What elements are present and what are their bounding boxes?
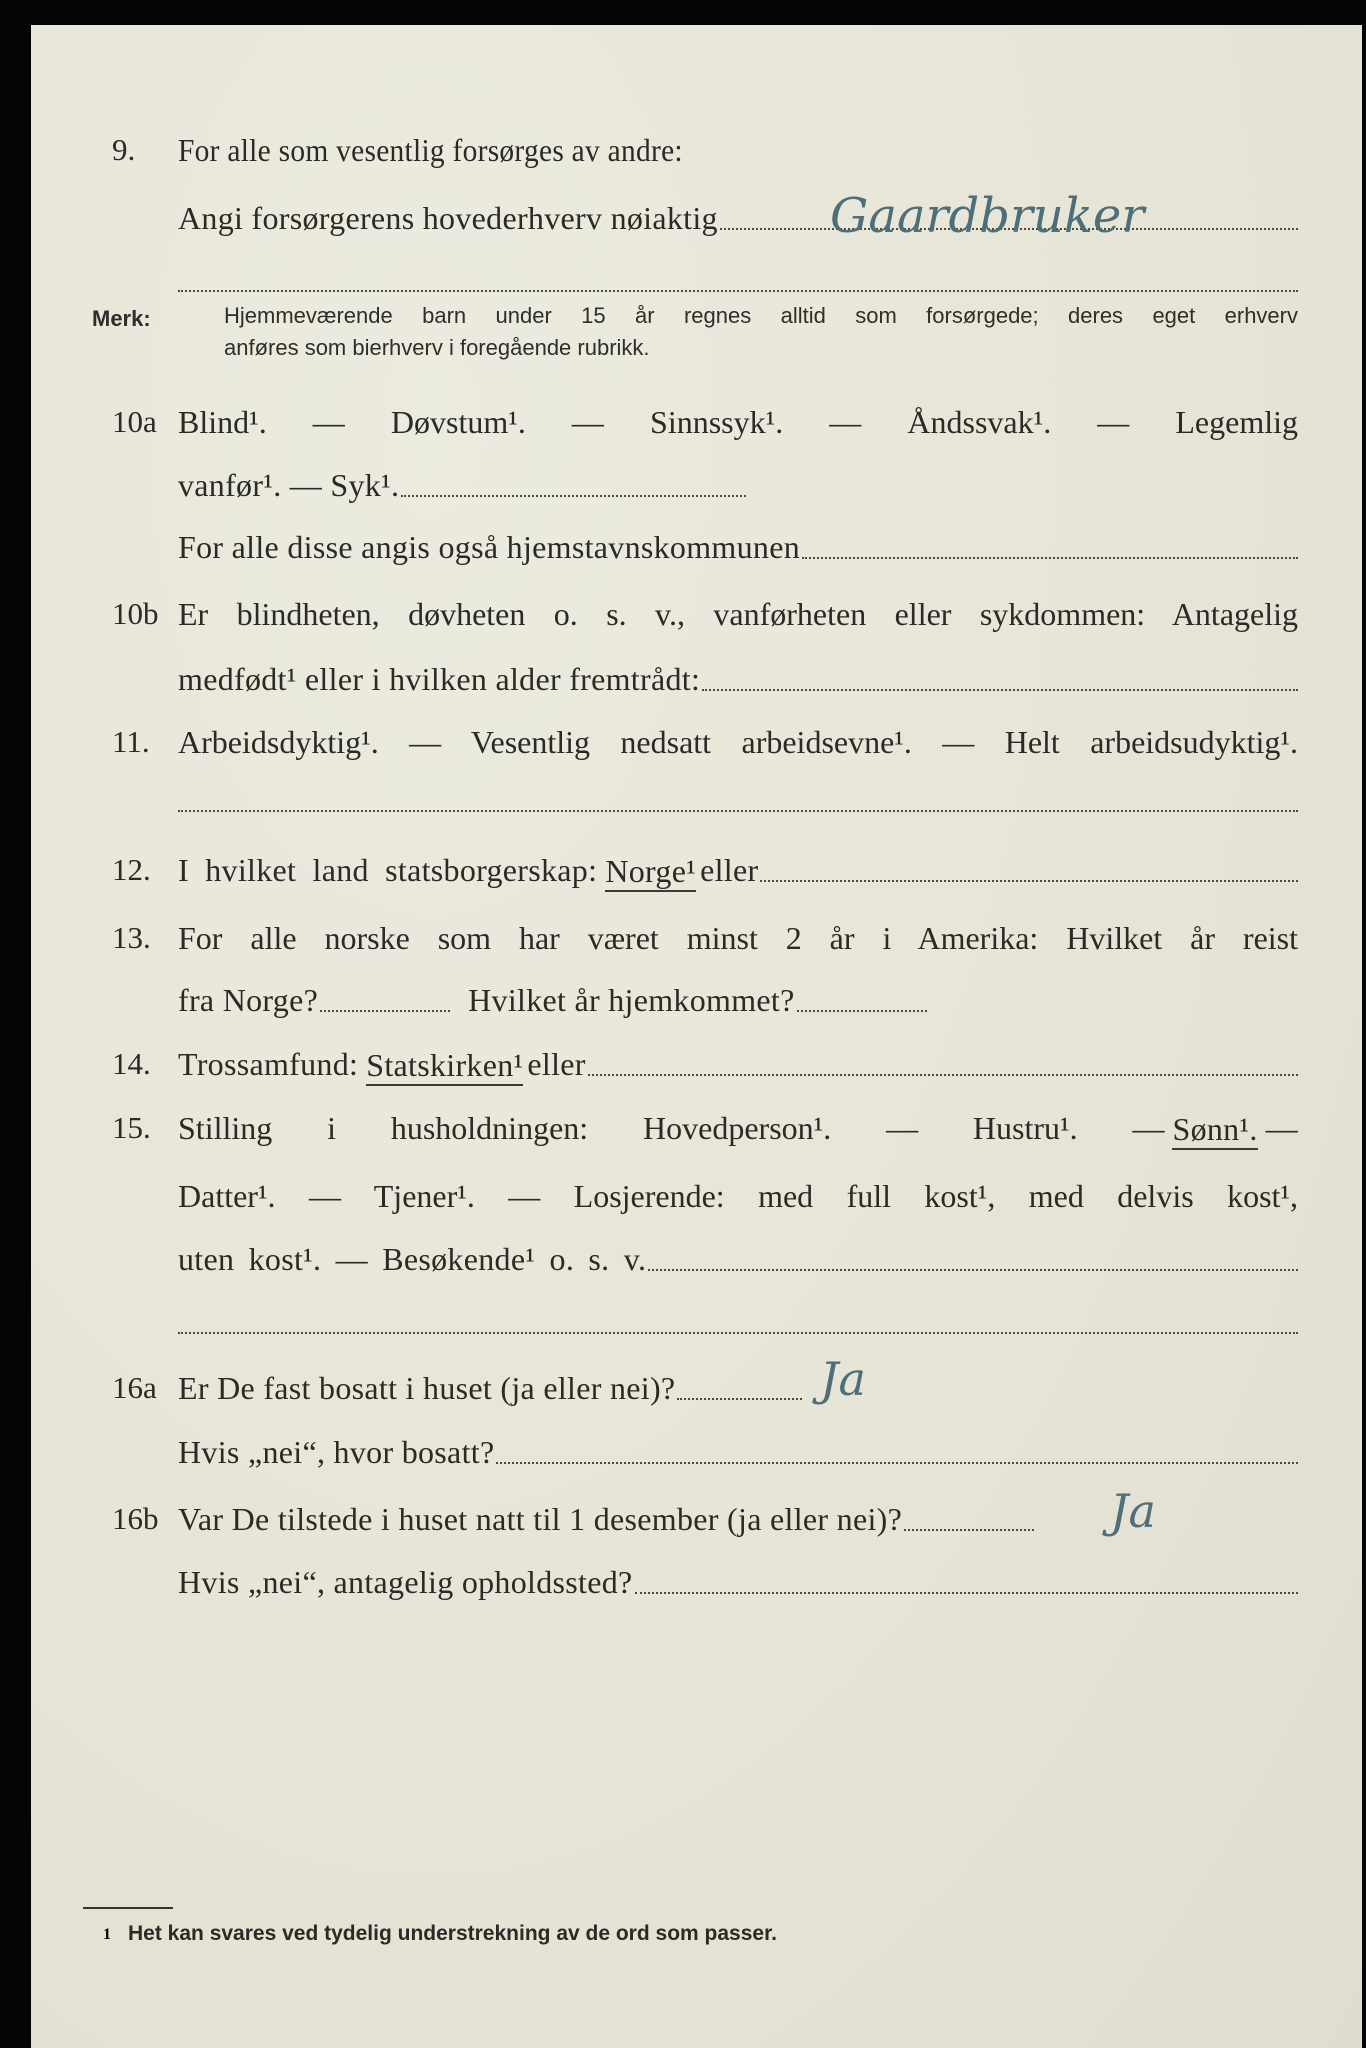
question-number: 15. bbox=[112, 1110, 151, 1145]
answer-leader bbox=[320, 1010, 450, 1012]
dotted-rule bbox=[178, 810, 1298, 812]
question-number: 9. bbox=[112, 132, 136, 167]
question-text: fra Norge? bbox=[178, 982, 319, 1018]
answer-leader bbox=[588, 1074, 1298, 1076]
question-text: Blind¹. — Døvstum¹. — Sinnssyk¹. — Åndssvak¹. — Legemlig bbox=[178, 404, 1298, 440]
handwritten-answer: Ja bbox=[1110, 1484, 1156, 1538]
dotted-rule bbox=[178, 1332, 1298, 1334]
question-16a bbox=[0, 1366, 1366, 1410]
answer-leader bbox=[702, 689, 1298, 691]
question-10b bbox=[0, 592, 1366, 636]
question-9-line2 bbox=[0, 196, 1366, 240]
question-number: 11. bbox=[112, 724, 150, 759]
footnote-rule bbox=[83, 1907, 173, 1909]
question-text: Er blindheten, døvheten o. s. v., vanførheten eller sykdommen: Antagelig bbox=[178, 596, 1298, 632]
question-number: 10a bbox=[112, 404, 157, 439]
question-text: For alle norske som har været minst 2 år i Amerika: Hvilket år reist bbox=[178, 920, 1298, 956]
merk-line: Hjemmeværende barn under 15 år regnes alltid som forsørgede; deres eget erhverv bbox=[224, 303, 1298, 328]
question-text: Arbeidsdyktig¹. — Vesentlig nedsatt arbeidsevne¹. — Helt arbeidsudyktig¹. bbox=[178, 724, 1298, 760]
question-text: Hvis „nei“, antagelig opholdssted? bbox=[178, 1564, 633, 1600]
question-text: Datter¹. — Tjener¹. — Losjerende: med full kost¹, med delvis kost¹, bbox=[178, 1178, 1298, 1214]
merk-note bbox=[224, 300, 1298, 364]
question-11 bbox=[0, 720, 1366, 764]
handwritten-answer: Gaardbruker bbox=[830, 188, 1145, 244]
question-16a-line2 bbox=[0, 1430, 1366, 1474]
question-9 bbox=[0, 128, 1366, 172]
question-text: Hvis „nei“, hvor bosatt? bbox=[178, 1434, 495, 1470]
footnote-text: Het kan svares ved tydelig understrekning av de ord som passer. bbox=[128, 1922, 777, 1945]
underlined-answer-sonn: Sønn¹. bbox=[1172, 1110, 1257, 1150]
question-text: medfødt¹ eller i hvilken alder fremtrådt: bbox=[178, 661, 701, 697]
answer-leader bbox=[648, 1269, 1298, 1271]
underlined-answer-statskirken: Statskirken¹ bbox=[366, 1046, 523, 1086]
question-14 bbox=[0, 1042, 1366, 1086]
question-10b-line2 bbox=[0, 657, 1366, 701]
question-16b bbox=[0, 1497, 1366, 1541]
answer-leader bbox=[496, 1462, 1298, 1464]
question-15-line3 bbox=[0, 1237, 1366, 1281]
footnote-mark: 1 bbox=[103, 1926, 111, 1943]
answer-leader bbox=[635, 1592, 1298, 1594]
question-13-line2 bbox=[0, 978, 1366, 1022]
question-text: Stilling i husholdningen: Hovedperson¹. — Hustru¹. — bbox=[178, 1110, 1165, 1146]
answer-leader bbox=[677, 1398, 802, 1400]
answer-leader bbox=[401, 495, 746, 497]
question-15 bbox=[0, 1106, 1366, 1150]
merk-line: anføres som bierhverv i foregående rubrikk. bbox=[224, 335, 650, 360]
answer-leader bbox=[760, 880, 1298, 882]
question-text: Er De fast bosatt i huset (ja eller nei)? bbox=[178, 1370, 676, 1406]
answer-leader bbox=[904, 1529, 1034, 1531]
question-text: For alle disse angis også hjemstavnskommunen bbox=[178, 529, 801, 565]
question-number: 13. bbox=[112, 920, 151, 955]
question-number: 10b bbox=[112, 596, 159, 631]
question-text: For alle som vesentlig forsørges av andre: bbox=[178, 132, 683, 168]
handwritten-answer: Ja bbox=[820, 1352, 866, 1406]
answer-leader bbox=[797, 1010, 927, 1012]
question-text: eller bbox=[700, 852, 759, 888]
question-text: eller bbox=[527, 1046, 586, 1082]
question-text: vanfør¹. — Syk¹. bbox=[178, 467, 400, 503]
question-text: Trossamfund: bbox=[178, 1046, 359, 1082]
question-number: 14. bbox=[112, 1046, 151, 1081]
answer-leader bbox=[802, 557, 1298, 559]
question-16b-line2 bbox=[0, 1560, 1366, 1604]
question-10a-line2 bbox=[0, 463, 1366, 507]
question-number: 16b bbox=[112, 1501, 159, 1536]
question-12 bbox=[0, 848, 1366, 892]
dotted-rule bbox=[178, 290, 1298, 292]
underlined-answer-norge: Norge¹ bbox=[605, 852, 696, 892]
question-13 bbox=[0, 916, 1366, 960]
question-number: 16a bbox=[112, 1370, 157, 1405]
merk-label: Merk: bbox=[92, 306, 151, 331]
question-text: Hvilket år hjemkommet? bbox=[468, 982, 795, 1018]
question-text: Angi forsørgerens hovederhverv nøiaktig bbox=[178, 200, 718, 236]
question-text: — bbox=[1265, 1110, 1298, 1146]
question-text: I hvilket land statsborgerskap: bbox=[178, 852, 598, 888]
question-number: 12. bbox=[112, 852, 151, 887]
question-15-line2 bbox=[0, 1174, 1366, 1218]
question-10a-line3 bbox=[0, 525, 1366, 569]
question-text: Var De tilstede i huset natt til 1 desember (ja eller nei)? bbox=[178, 1501, 903, 1537]
question-text: uten kost¹. — Besøkende¹ o. s. v. bbox=[178, 1241, 647, 1277]
question-10a bbox=[0, 400, 1366, 444]
